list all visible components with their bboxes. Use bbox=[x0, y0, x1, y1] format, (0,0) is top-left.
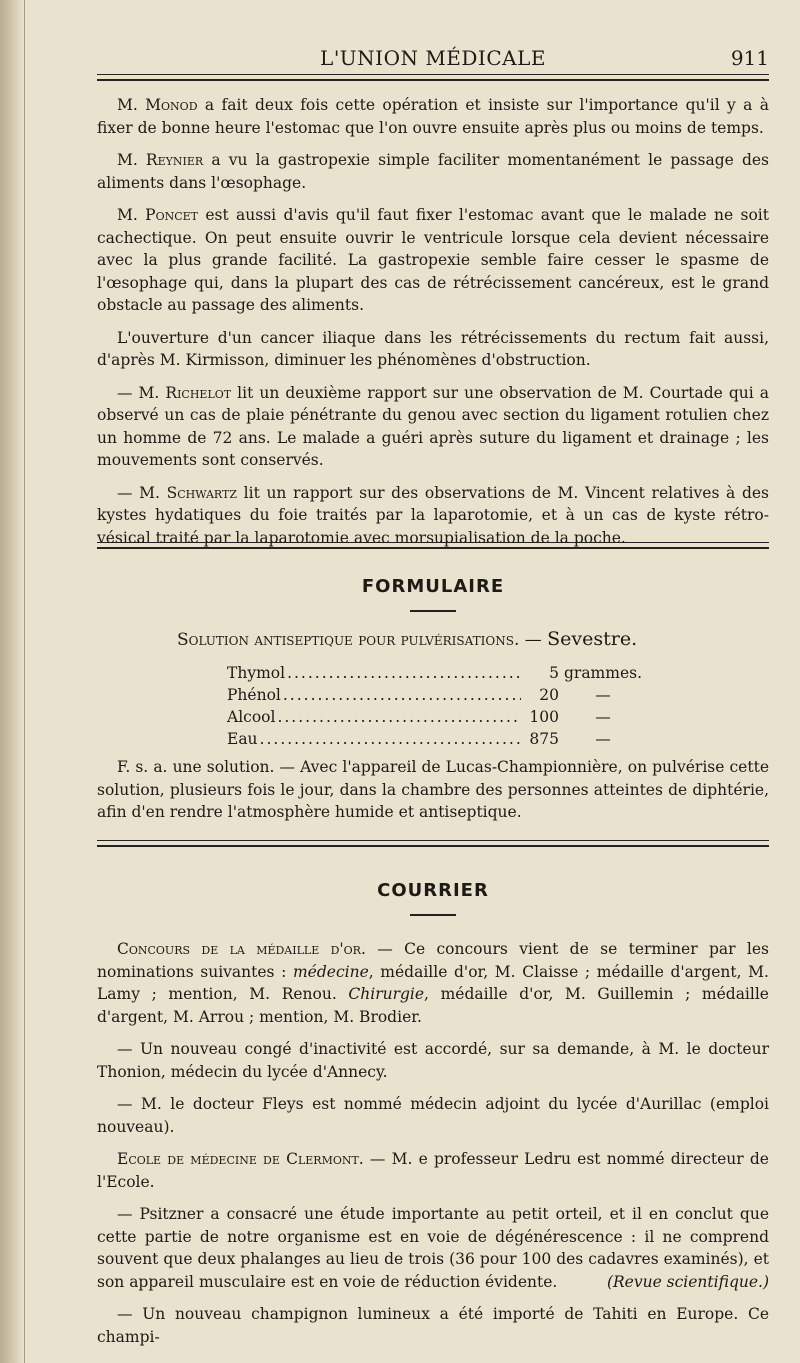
society-report-text bbox=[97, 94, 769, 559]
paragraph-medaille bbox=[97, 938, 769, 1028]
ingredient-quantity: 5 bbox=[549, 664, 559, 682]
speaker-name: — M. Schwartz bbox=[117, 483, 237, 502]
italic-term: Chirurgie bbox=[348, 985, 425, 1003]
leader-dots bbox=[283, 684, 521, 706]
paragraph-fleys: — M. le docteur Fleys est nommé médecin adjoint du lycée d'Aurillac (emploi nouveau). bbox=[97, 1095, 769, 1136]
leader-dots bbox=[287, 662, 521, 684]
header-rule bbox=[97, 74, 769, 81]
paragraph-body: L'ouverture d'un cancer iliaque dans les rétrécissements du rectum fait aussi, d'après M. Kirmisson, diminuer les phénomènes d'obstruction. bbox=[97, 328, 769, 369]
ingredient-name: Thymol bbox=[227, 664, 286, 682]
formula-instructions bbox=[97, 756, 769, 834]
ingredient-unit: — bbox=[595, 686, 611, 704]
courrier-heading: COURRIER bbox=[377, 880, 489, 901]
ingredient-name: Eau bbox=[227, 730, 258, 748]
instructions-paragraph: F. s. a. une solution. — Avec l'appareil de Lucas-Championnière, on pulvérise cette solution, plusieurs fois le jour, dans la chambre des personnes atteintes de diphtérie, afin d'en rendre l'atmosphère humide et antiseptique. bbox=[97, 758, 769, 821]
paragraph-body: — M. e professeur Ledru est nommé directeur de l'Ecole. bbox=[97, 1150, 769, 1191]
ingredient-name: Phénol bbox=[227, 686, 281, 704]
ingredient-unit: — bbox=[595, 730, 611, 748]
paragraph-orteil bbox=[97, 1203, 769, 1293]
paragraph-kirmisson bbox=[97, 327, 769, 372]
paragraph-body: — Ce concours vient de se terminer par les nominations suivantes : bbox=[97, 940, 769, 981]
news-heading: Concours de la médaille d'or. bbox=[117, 940, 366, 958]
italic-term: médecine bbox=[292, 962, 369, 981]
formula-title bbox=[177, 628, 769, 650]
paragraph-reynier bbox=[97, 149, 769, 194]
paragraph-richelot bbox=[97, 382, 769, 472]
paragraph-body: , médaille d'or, M. Guillemin ; médaille d'argent, M. Arrou ; mention, M. Brodier. bbox=[97, 985, 769, 1026]
ingredient-quantity: 20 bbox=[539, 686, 559, 704]
leader-dots bbox=[277, 706, 521, 728]
courrier-text bbox=[97, 938, 769, 1358]
paragraph-body: — Psitzner a consacré une étude importante au petit orteil, et il en conclut que cette partie de notre organisme est en voie de dégénérescence : il ne comprend souvent que deux phalanges au lieu de trois (36 pour 100 des cadavres examinés), et son appareil musculaire est en voie de réduction évidente. bbox=[97, 1205, 769, 1291]
paragraph-clermont bbox=[97, 1148, 769, 1193]
ingredient-quantity: 875 bbox=[529, 730, 559, 748]
paragraph-champignon: — Un nouveau champignon lumineux a été importé de Tahiti en Europe. Ce champi- bbox=[97, 1305, 769, 1346]
heading-underline bbox=[410, 610, 456, 612]
speaker-name: M. Poncet bbox=[117, 206, 198, 224]
page-header bbox=[97, 0, 769, 80]
journal-title: L'UNION MÉDICALE bbox=[320, 46, 546, 70]
leader-dots bbox=[260, 728, 521, 750]
formula-author: Sevestre. bbox=[547, 628, 638, 650]
heading-underline bbox=[410, 914, 456, 916]
paragraph-body: lit un rapport sur des observations de M. Vincent relatives à des kystes hydatiques du foie traités par la laparotomie, et à un cas de kyste rétro-vésical traité par la laparotomie avec morsupialisation de la poche. bbox=[97, 483, 769, 547]
paragraph-conge: — Un nouveau congé d'inactivité est accordé, sur sa demande, à M. le docteur Thonion, médecin du lycée d'Annecy. bbox=[97, 1040, 769, 1081]
section-divider-rule bbox=[97, 542, 769, 549]
speaker-name: M. Reynier bbox=[117, 151, 204, 169]
ingredient-list bbox=[227, 662, 647, 750]
paragraph-body: , médaille d'or, M. Claisse ; médaille d'argent, M. Lamy ; mention, M. Renou. bbox=[97, 962, 769, 1003]
formulaire-heading: FORMULAIRE bbox=[361, 576, 505, 597]
ingredient-row bbox=[227, 662, 647, 684]
news-heading: Ecole de médecine de Clermont. bbox=[117, 1150, 364, 1168]
ingredient-quantity: 100 bbox=[529, 708, 559, 726]
paragraph-poncet bbox=[97, 204, 769, 317]
ingredient-name: Alcool bbox=[227, 708, 276, 726]
source-citation: (Revue scientifique.) bbox=[606, 1272, 769, 1291]
speaker-name: M. Monod bbox=[117, 96, 198, 114]
ingredient-unit: — bbox=[595, 708, 611, 726]
paragraph-body: est aussi d'avis qu'il faut fixer l'estomac avant que le malade ne soit cachectique. On peut ensuite ouvrir le ventricule lorsque cela devient nécessaire avec la plus grande facilité. La gastropexie semble faire cesser le spasme de l'œsophage qui, dans la plupart des cas de rétrécissement cancéreux, est le grand obstacle au passage des aliments. bbox=[97, 206, 769, 314]
formula-name: Solution antiseptique pour pulvérisations. — bbox=[177, 630, 542, 650]
paragraph-body: a vu la gastropexie simple faciliter momentanément le passage des aliments dans l'œsophage. bbox=[97, 151, 769, 192]
paragraph-monod bbox=[97, 94, 769, 139]
paragraph-body: lit un deuxième rapport sur une observation de M. Courtade qui a observé un cas de plaie pénétrante du genou avec section du ligament rotulien chez un homme de 72 ans. Le malade a guéri après suture du ligament et drainage ; les mouvements sont conservés. bbox=[97, 383, 769, 469]
section-divider-rule bbox=[97, 840, 769, 847]
journal-page bbox=[97, 0, 769, 1346]
ingredient-row bbox=[227, 684, 647, 706]
paragraph-body: a fait deux fois cette opération et insiste sur l'importance qu'il y a à fixer de bonne heure l'estomac que l'on ouvre ensuite après plus ou moins de temps. bbox=[97, 96, 769, 137]
ingredient-unit: grammes. bbox=[563, 664, 643, 682]
ingredient-row bbox=[227, 706, 647, 728]
page-binding-edge bbox=[0, 0, 25, 1363]
speaker-name: — M. Richelot bbox=[117, 383, 232, 402]
ingredient-row bbox=[227, 728, 647, 750]
page-number: 911 bbox=[730, 46, 769, 70]
paragraph-schwartz bbox=[97, 482, 769, 550]
